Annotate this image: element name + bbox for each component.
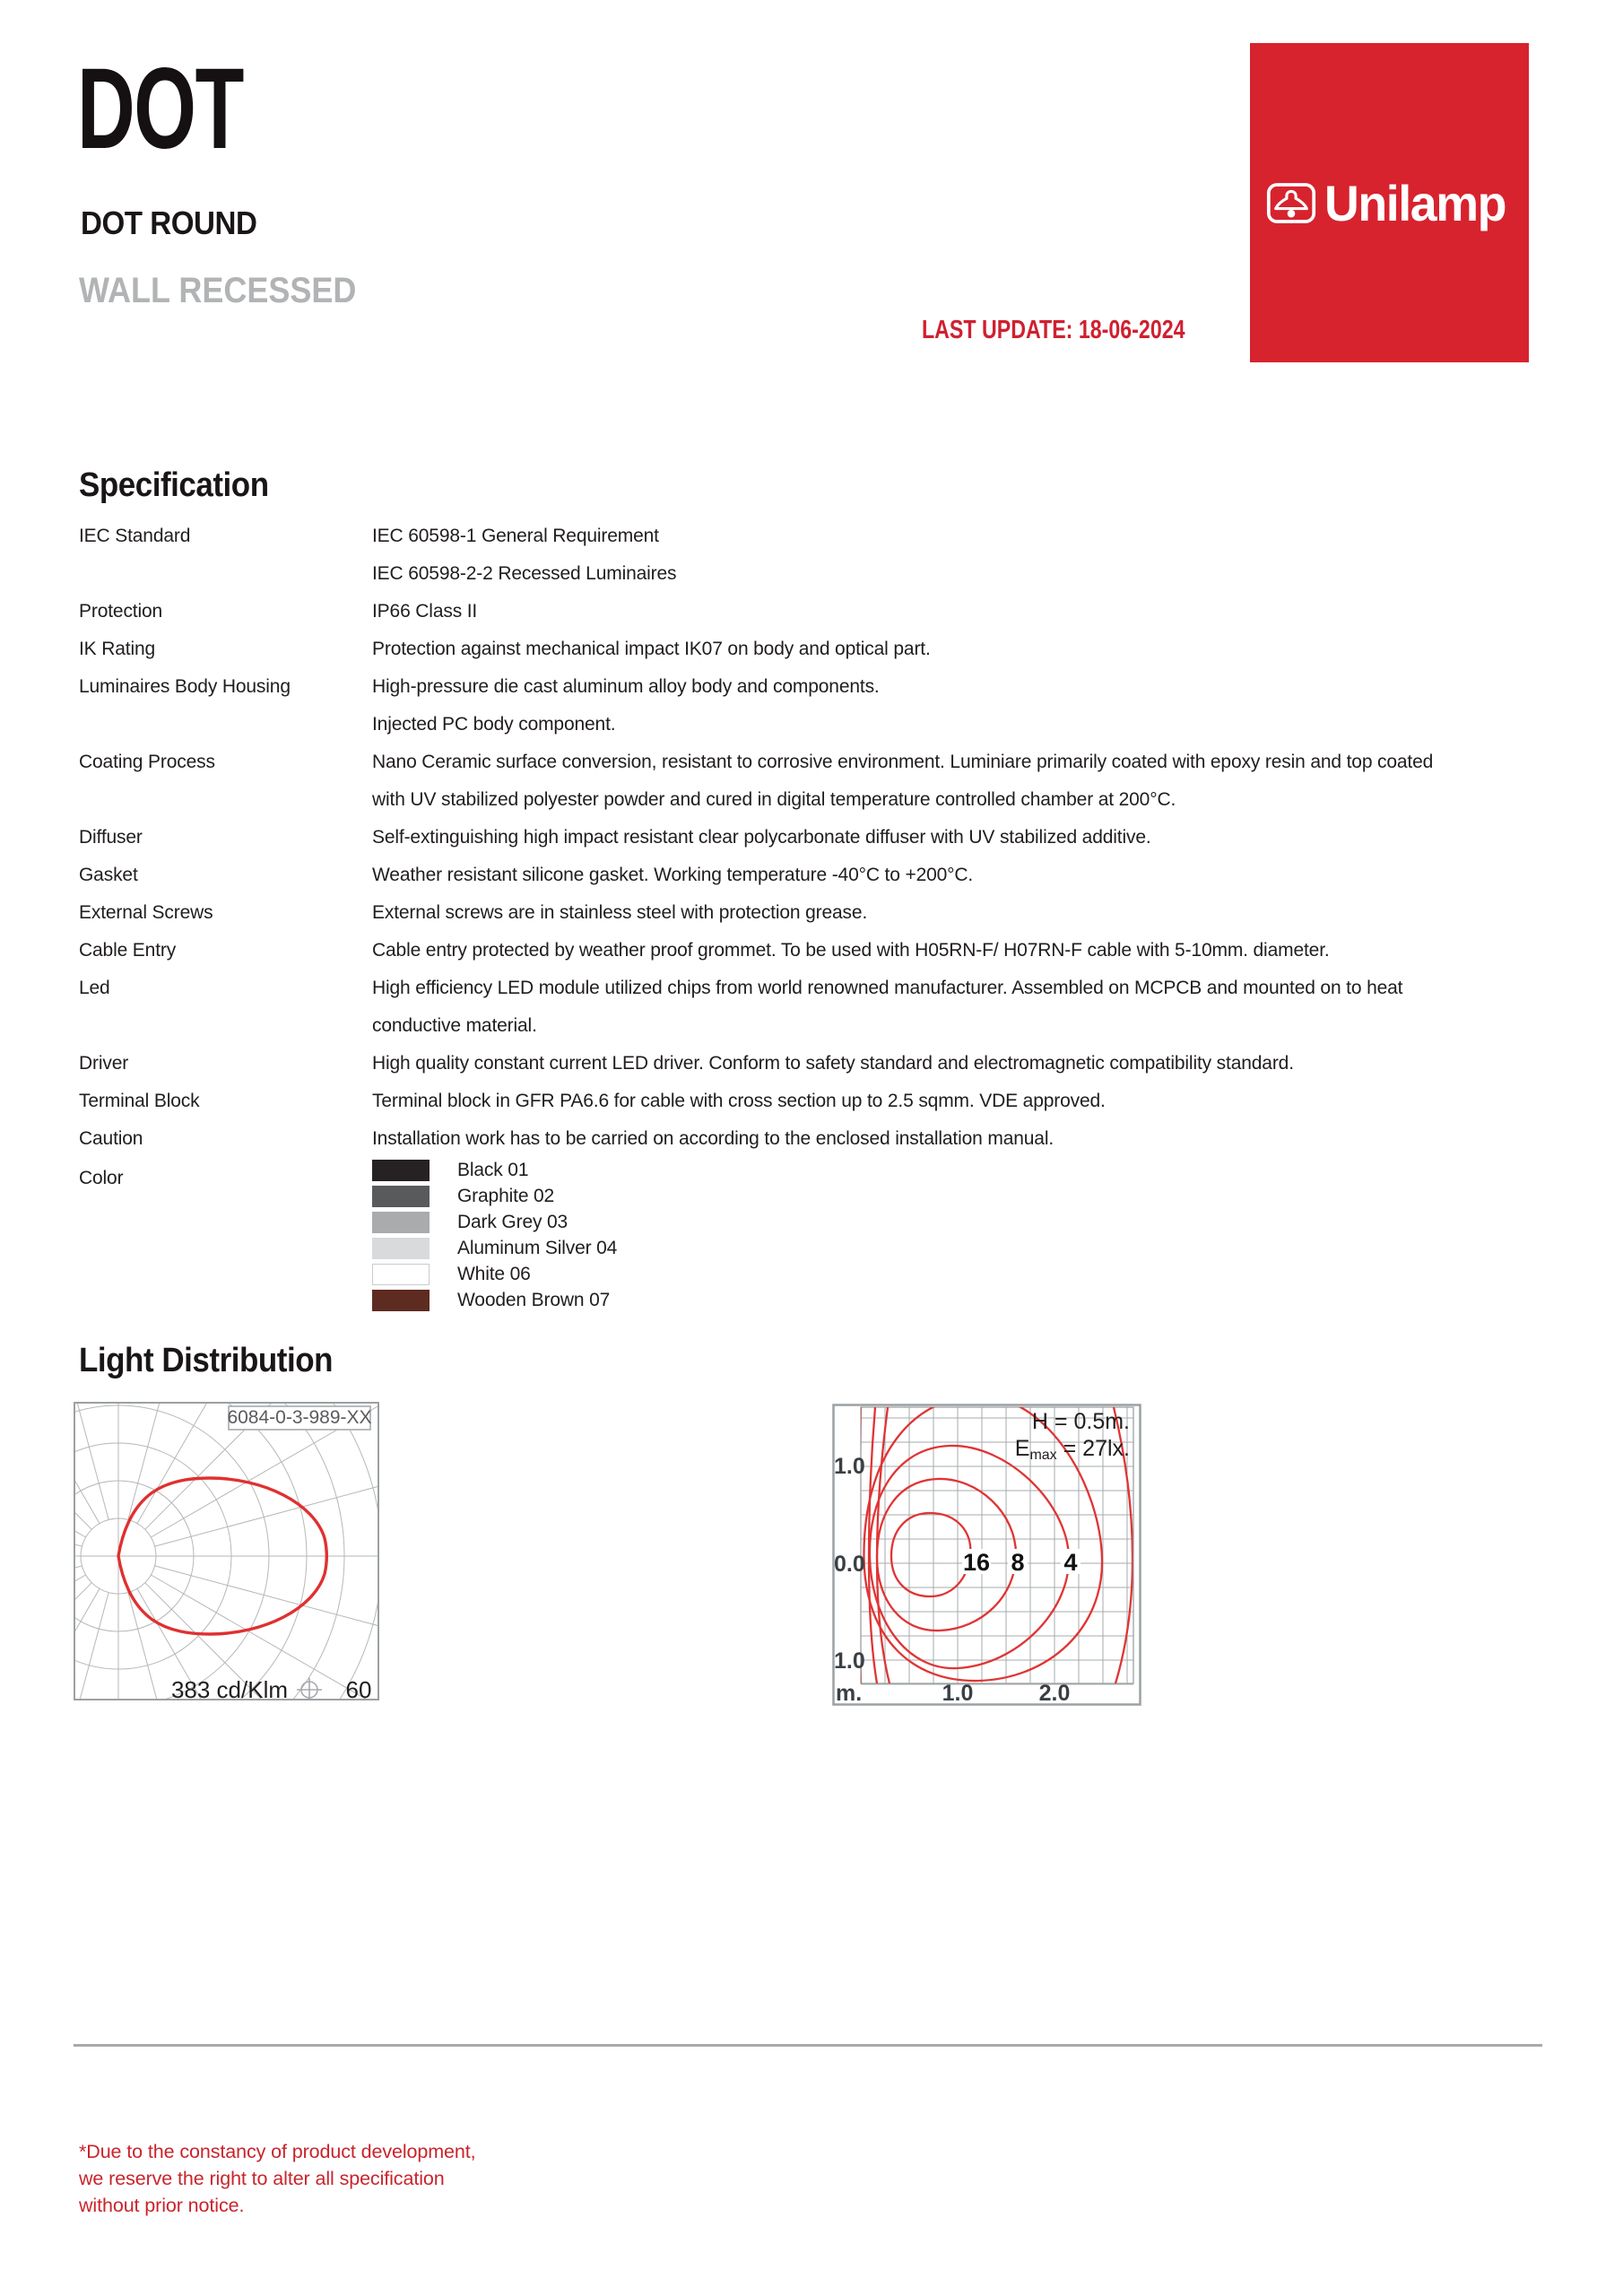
spec-row xyxy=(79,781,1567,819)
spec-row-label: Protection xyxy=(79,601,163,622)
beam-angle-value: 60 xyxy=(345,1676,372,1700)
isolux-contour-chart xyxy=(832,1404,1141,1706)
spec-row-value: Terminal block in GFR PA6.6 for cable with cross section up to 2.5 sqmm. VDE approved. xyxy=(372,1091,1106,1111)
color-swatch-label: Wooden Brown 07 xyxy=(457,1290,611,1310)
spec-row xyxy=(79,970,1567,1007)
color-swatch-label: Dark Grey 03 xyxy=(457,1212,568,1232)
color-swatch-label: White 06 xyxy=(457,1264,531,1284)
spec-row-label xyxy=(79,555,372,593)
color-swatch xyxy=(372,1160,430,1181)
spec-row xyxy=(79,555,1567,593)
spec-row-value: High quality constant current LED driver. Conform to safety standard and electromagnetic compatibility standard. xyxy=(372,1053,1294,1074)
spec-row-label: Cable Entry xyxy=(79,940,177,961)
x-unit-label: m. xyxy=(836,1681,863,1706)
spec-row-value: Nano Ceramic surface conversion, resistant to corrosive environment. Luminiare primarily coated with epoxy resin and top coated xyxy=(372,752,1434,772)
spec-row-value: Protection against mechanical impact IK07 on body and optical part. xyxy=(372,639,931,659)
page-title: DOT xyxy=(77,45,243,173)
color-swatch-row xyxy=(372,1160,617,1181)
color-swatch-label: Aluminum Silver 04 xyxy=(457,1238,618,1258)
color-swatch xyxy=(372,1212,430,1233)
spec-row xyxy=(79,894,1567,932)
color-swatch xyxy=(372,1238,430,1259)
color-swatch xyxy=(372,1186,430,1207)
color-swatch xyxy=(372,1264,430,1285)
spec-row-value: IP66 Class II xyxy=(372,601,478,622)
spec-row-label: Color xyxy=(79,1168,124,1188)
spec-row-value: Cable entry protected by weather proof grommet. To be used with H05RN-F/ H07RN-F cable with 5-10mm. diameter. xyxy=(372,940,1330,961)
spec-row-label: Coating Process xyxy=(79,752,215,772)
spec-row-value: High efficiency LED module utilized chips from world renowned manufacturer. Assembled on MCPCB and mounted on to heat xyxy=(372,978,1403,998)
intensity-value: 383 cd/Klm xyxy=(170,1676,289,1700)
spec-row-value: Injected PC body component. xyxy=(372,714,616,735)
brand-wordmark: Unilamp xyxy=(1324,174,1506,231)
brand-logo xyxy=(1250,43,1529,362)
color-swatch-row xyxy=(372,1264,617,1285)
spec-row xyxy=(79,1045,1567,1083)
color-swatch-row xyxy=(372,1186,617,1207)
specification-table xyxy=(79,517,1567,1316)
color-swatch-list xyxy=(372,1160,617,1316)
emax-label: Emax = 27lx. xyxy=(1014,1436,1130,1463)
y-label-bottom: 1.0 xyxy=(834,1648,865,1674)
footer-line: without prior notice. xyxy=(79,2195,245,2216)
spec-row-value: High-pressure die cast aluminum alloy body and components. xyxy=(372,676,880,697)
spec-row-label: External Screws xyxy=(79,902,213,923)
spec-row xyxy=(79,819,1567,857)
product-category: WALL RECESSED xyxy=(79,271,357,310)
contour-label-8: 8 xyxy=(1011,1549,1025,1576)
color-swatch xyxy=(372,1290,430,1311)
footer-line: we reserve the right to alter all specification xyxy=(79,2168,445,2189)
spec-row-label xyxy=(79,781,372,819)
spec-row xyxy=(79,1083,1567,1120)
spec-row xyxy=(79,1007,1567,1045)
spec-row-value: External screws are in stainless steel with protection grease. xyxy=(372,902,868,923)
spec-row xyxy=(79,517,1567,555)
footer-disclaimer xyxy=(79,2138,476,2219)
spec-row-label: Driver xyxy=(79,1053,129,1074)
last-update-label: LAST UPDATE: 18-06-2024 xyxy=(922,316,1185,344)
spec-row xyxy=(79,932,1567,970)
spec-row xyxy=(79,744,1567,781)
spec-row-label: Gasket xyxy=(79,865,138,885)
spec-row-label: Luminaires Body Housing xyxy=(79,676,291,697)
footer-divider xyxy=(74,2044,1542,2047)
color-swatch-row xyxy=(372,1212,617,1233)
spec-row-value: conductive material. xyxy=(372,1015,537,1036)
spec-row-value: Installation work has to be carried on according to the enclosed installation manual. xyxy=(372,1128,1055,1149)
footer-line: *Due to the constancy of product development, xyxy=(79,2141,476,2162)
spec-row-label: Caution xyxy=(79,1128,143,1149)
specification-heading: Specification xyxy=(79,466,269,504)
lamp-bell-icon xyxy=(1266,182,1316,224)
color-swatch-row xyxy=(372,1290,617,1311)
spec-row xyxy=(79,706,1567,744)
contour-label-4: 4 xyxy=(1063,1549,1078,1576)
x-label-2: 2.0 xyxy=(1038,1681,1071,1706)
contour-label-16: 16 xyxy=(962,1549,991,1576)
spec-row-label: Led xyxy=(79,978,110,998)
light-distribution-heading: Light Distribution xyxy=(79,1342,334,1379)
spec-row-value: IEC 60598-2-2 Recessed Luminaires xyxy=(372,563,677,584)
spec-row-label: Diffuser xyxy=(79,827,143,848)
mounting-height-label: H = 0.5m. xyxy=(1031,1409,1130,1434)
spec-row-value: Self-extinguishing high impact resistant clear polycarbonate diffuser with UV stabilized additive. xyxy=(372,827,1151,848)
polar-distribution-chart xyxy=(74,1402,379,1700)
spec-row xyxy=(79,631,1567,668)
y-label-mid: 0.0 xyxy=(834,1552,865,1577)
color-swatch-label: Graphite 02 xyxy=(457,1186,555,1206)
spec-row-value: with UV stabilized polyester powder and cured in digital temperature controlled chamber at 200°C. xyxy=(372,789,1176,810)
spec-row xyxy=(79,857,1567,894)
photometric-code: 6084-0-3-989-XX xyxy=(227,1407,372,1428)
spec-row xyxy=(79,668,1567,706)
color-swatch-row xyxy=(372,1238,617,1259)
y-label-top: 1.0 xyxy=(834,1454,865,1479)
color-swatch-label: Black 01 xyxy=(457,1160,529,1180)
spec-row-value: Weather resistant silicone gasket. Working temperature -40°C to +200°C. xyxy=(372,865,974,885)
spec-row-label: IEC Standard xyxy=(79,526,191,546)
spec-row-label xyxy=(79,706,372,744)
spec-row xyxy=(79,593,1567,631)
spec-row-value: IEC 60598-1 General Requirement xyxy=(372,526,659,546)
spec-row-label: IK Rating xyxy=(79,639,156,659)
spec-row-label xyxy=(79,1007,372,1045)
spec-row xyxy=(79,1120,1567,1158)
x-label-1: 1.0 xyxy=(942,1681,974,1706)
spec-row-label: Terminal Block xyxy=(79,1091,200,1111)
product-subtitle: DOT ROUND xyxy=(81,204,257,241)
spec-row-color xyxy=(79,1160,1567,1316)
